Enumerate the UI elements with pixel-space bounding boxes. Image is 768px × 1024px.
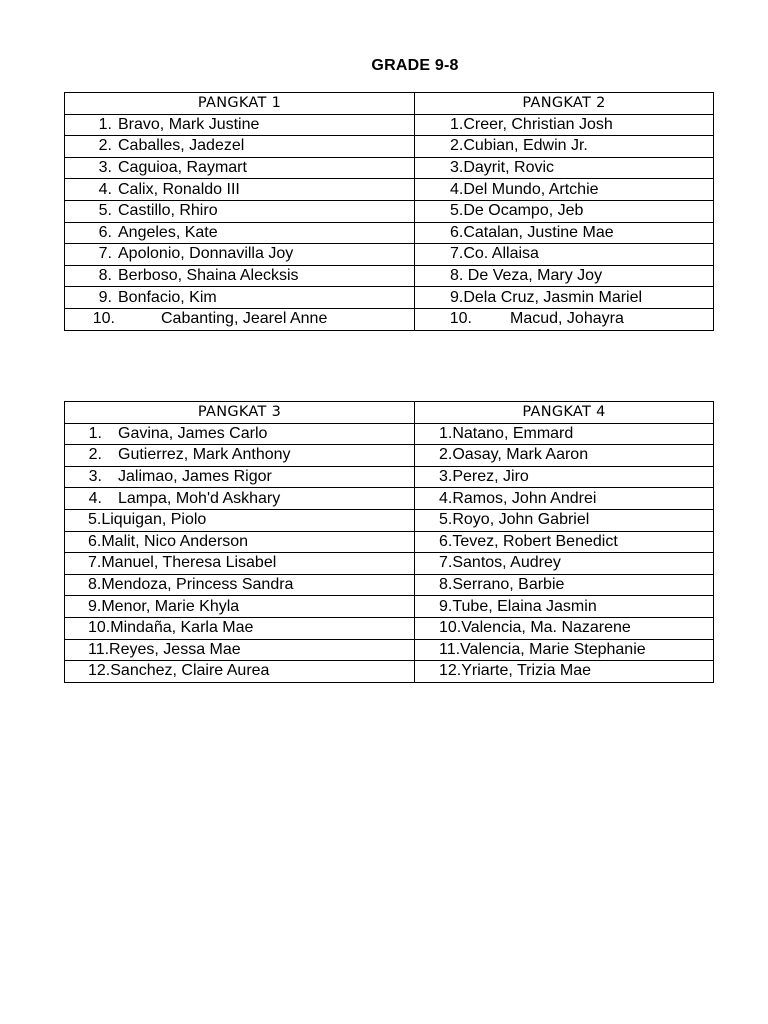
- student-entry: 9.Menor, Marie Khyla: [88, 597, 240, 615]
- item-number: 1.: [98, 115, 112, 133]
- item-number: 10.: [92, 310, 115, 328]
- pangkat-1-cell: [65, 136, 415, 158]
- pangkat-4-cell: [415, 553, 714, 575]
- item-number: 8.: [98, 267, 112, 285]
- student-entry: 5.Royo, John Gabriel: [439, 511, 590, 529]
- item-number: 4.: [88, 489, 102, 507]
- item-number: 9.: [98, 288, 112, 306]
- student-entry: 9.Tube, Elaina Jasmin: [439, 597, 597, 615]
- table-row: [65, 574, 714, 596]
- table-row: [65, 265, 714, 287]
- pangkat-2-cell: [415, 265, 714, 287]
- student-name: Lampa, Moh'd Askhary: [118, 489, 281, 507]
- pangkat-4-cell: [415, 661, 714, 683]
- pangkat-4-cell: [415, 488, 714, 510]
- pangkat-3-cell: [65, 553, 415, 575]
- pangkat-4-cell: [415, 445, 714, 467]
- table-row: [65, 114, 714, 136]
- pangkat-3-cell: [65, 661, 415, 683]
- pangkat-1-cell: [65, 244, 415, 266]
- student-entry: 1.Creer, Christian Josh: [450, 115, 613, 133]
- pangkat-1-cell: [65, 114, 415, 136]
- pangkat-1-cell: [65, 179, 415, 201]
- pangkat-1-cell: [65, 265, 415, 287]
- pangkat-1-cell: [65, 222, 415, 244]
- pangkat-1-cell: [65, 157, 415, 179]
- table-row: [65, 308, 714, 330]
- pangkat-3-cell: [65, 596, 415, 618]
- student-name: Bonfacio, Kim: [118, 288, 217, 306]
- student-entry: 6.Catalan, Justine Mae: [450, 223, 614, 241]
- student-entry: 9.Dela Cruz, Jasmin Mariel: [450, 288, 643, 306]
- table-row: [65, 157, 714, 179]
- table-row: [65, 661, 714, 683]
- column-header-pangkat-2: PANGKAT 2: [415, 93, 714, 115]
- pangkat-3-cell: [65, 531, 415, 553]
- student-entry: 2.Oasay, Mark Aaron: [439, 446, 589, 464]
- pangkat-4-cell: [415, 423, 714, 445]
- table-row: [65, 222, 714, 244]
- table-row: [65, 287, 714, 309]
- pangkat-1-cell: [65, 287, 415, 309]
- student-name: Castillo, Rhiro: [118, 202, 218, 220]
- pangkat-2-cell: [415, 200, 714, 222]
- table-row: [65, 466, 714, 488]
- item-number: 4.: [98, 180, 112, 198]
- pangkat-4-cell: [415, 509, 714, 531]
- item-number: 1.: [88, 424, 102, 442]
- student-entry: 10.Mindaña, Karla Mae: [88, 619, 254, 637]
- student-entry: 3.Dayrit, Rovic: [450, 159, 555, 177]
- table-row: [65, 136, 714, 158]
- pangkat-2-cell: [415, 114, 714, 136]
- student-entry: 5.De Ocampo, Jeb: [450, 202, 584, 220]
- table-header-row: [65, 93, 714, 115]
- item-number: 3.: [98, 159, 112, 177]
- pangkat-3-cell: [65, 445, 415, 467]
- pangkat-4-cell: [415, 617, 714, 639]
- pangkat-2-cell: [415, 287, 714, 309]
- student-name: Berboso, Shaina Alecksis: [118, 267, 299, 285]
- page-title: GRADE 9-8: [371, 57, 459, 74]
- pangkat-2-cell: [415, 179, 714, 201]
- student-entry: 4.Ramos, John Andrei: [439, 489, 597, 507]
- student-entry: 4.Del Mundo, Artchie: [450, 180, 599, 198]
- pangkat-4-cell: [415, 574, 714, 596]
- table-row: [65, 617, 714, 639]
- table-row: [65, 639, 714, 661]
- student-entry: 7.Co. Allaisa: [450, 245, 539, 263]
- student-entry: 3.Perez, Jiro: [439, 468, 529, 486]
- student-entry: 11.Valencia, Marie Stephanie: [439, 640, 646, 658]
- column-header-pangkat-1: PANGKAT 1: [65, 93, 415, 115]
- table-row: [65, 244, 714, 266]
- student-entry: 5.Liquigan, Piolo: [88, 511, 207, 529]
- student-entry: 12.Yriarte, Trizia Mae: [439, 662, 592, 680]
- student-name: Caguioa, Raymart: [118, 159, 247, 177]
- student-entry: 6.Tevez, Robert Benedict: [439, 532, 618, 550]
- column-header-pangkat-3: PANGKAT 3: [65, 402, 415, 424]
- table-row: [65, 531, 714, 553]
- student-entry: 7.Santos, Audrey: [439, 554, 561, 572]
- table-row: [65, 179, 714, 201]
- item-number: 2.: [98, 137, 112, 155]
- student-name: Jalimao, James Rigor: [118, 468, 272, 486]
- item-number: 6.: [98, 223, 112, 241]
- student-entry: 7.Manuel, Theresa Lisabel: [88, 554, 277, 572]
- pangkat-2-cell: [415, 222, 714, 244]
- student-name: Apolonio, Donnavilla Joy: [118, 245, 294, 263]
- pangkat-3-cell: [65, 466, 415, 488]
- pangkat-4-cell: [415, 596, 714, 618]
- student-name: Gavina, James Carlo: [118, 424, 268, 442]
- student-entry: 6.Malit, Nico Anderson: [88, 532, 249, 550]
- table-row: [65, 553, 714, 575]
- table-row: [65, 509, 714, 531]
- pangkat-1-cell: [65, 308, 415, 330]
- pangkat-3-cell: [65, 509, 415, 531]
- student-entry: 10.Valencia, Ma. Nazarene: [439, 619, 631, 637]
- pangkat-1-2-table: [64, 92, 714, 331]
- item-number: 2.: [88, 446, 102, 464]
- student-name: Gutierrez, Mark Anthony: [118, 446, 291, 464]
- pangkat-3-cell: [65, 574, 415, 596]
- table-row: [65, 488, 714, 510]
- pangkat-3-cell: [65, 617, 415, 639]
- table-row: [65, 423, 714, 445]
- student-name: Bravo, Mark Justine: [118, 115, 260, 133]
- student-entry: 8.Serrano, Barbie: [439, 576, 565, 594]
- pangkat-4-cell: [415, 639, 714, 661]
- pangkat-4-cell: [415, 531, 714, 553]
- column-header-pangkat-4: PANGKAT 4: [415, 402, 714, 424]
- student-entry: 8.Mendoza, Princess Sandra: [88, 576, 294, 594]
- student-entry: 8. De Veza, Mary Joy: [450, 267, 603, 285]
- student-name: Macud, Johayra: [510, 310, 624, 328]
- table-row: [65, 445, 714, 467]
- pangkat-2-cell: [415, 308, 714, 330]
- pangkat-2-cell: [415, 136, 714, 158]
- table-header-row: [65, 402, 714, 424]
- student-name: Caballes, Jadezel: [118, 137, 245, 155]
- student-entry: 11.Reyes, Jessa Mae: [88, 640, 241, 658]
- item-number: 3.: [88, 468, 102, 486]
- pangkat-3-cell: [65, 488, 415, 510]
- pangkat-1-cell: [65, 200, 415, 222]
- student-name: Angeles, Kate: [118, 223, 218, 241]
- student-entry: 12.Sanchez, Claire Aurea: [88, 662, 270, 680]
- student-name: Cabanting, Jearel Anne: [161, 310, 328, 328]
- student-entry: 1.Natano, Emmard: [439, 424, 574, 442]
- table-row: [65, 200, 714, 222]
- table-row: [65, 596, 714, 618]
- pangkat-4-cell: [415, 466, 714, 488]
- student-name: Calix, Ronaldo III: [118, 180, 240, 198]
- pangkat-3-cell: [65, 639, 415, 661]
- item-number: 5.: [98, 202, 112, 220]
- pangkat-3-cell: [65, 423, 415, 445]
- pangkat-3-4-table: [64, 401, 714, 683]
- pangkat-2-cell: [415, 244, 714, 266]
- pangkat-2-cell: [415, 157, 714, 179]
- item-number: 7.: [98, 245, 112, 263]
- student-entry: 2.Cubian, Edwin Jr.: [450, 137, 588, 155]
- item-number: 10.: [449, 310, 472, 328]
